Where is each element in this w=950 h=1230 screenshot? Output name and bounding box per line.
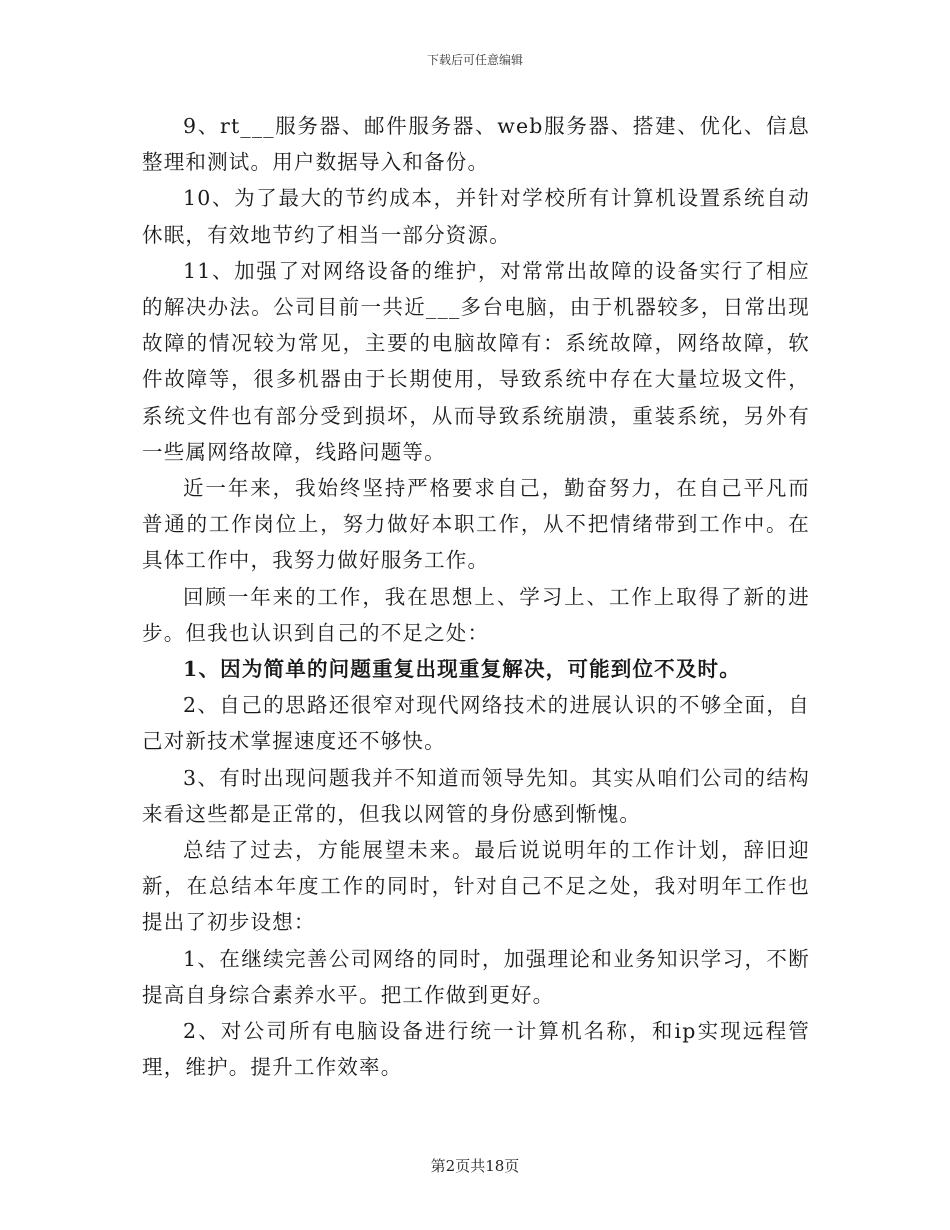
paragraph-shortcoming-3: 3、有时出现问题我并不知道而领导先知。其实从咱们公司的结构来看这些都是正常的，但我以网管的身份感到惭愧。 xyxy=(142,765,810,826)
paragraph-item-10: 10、为了最大的节约成本，并针对学校所有计算机设置系统自动休眠，有效地节约了相当一部分资源。 xyxy=(142,186,810,247)
paragraph-item-11: 11、加强了对网络设备的维护，对常常出故障的设备实行了相应的解决办法。公司目前一共近___多台电脑，由于机器较多，日常出现故障的情况较为常见，主要的电脑故障有：系统故障，网络故障，软件故障等，很多机器由于长期使用，导致系统中存在大量垃圾文件，系统文件也有部分受到损坏，从而导致系统崩溃，重装系统，另外有一些属网络故障，线路问题等。 xyxy=(142,258,810,464)
paragraph-plan-1: 1、在继续完善公司网络的同时，加强理论和业务知识学习，不断提高自身综合素养水平。把工作做到更好。 xyxy=(142,946,810,1007)
paragraph-plan-2: 2、对公司所有电脑设备进行统一计算机名称，和ip实现远程管理，维护。提升工作效率。 xyxy=(142,1019,810,1080)
paragraph-shortcoming-2: 2、自己的思路还很窄对现代网络技术的进展认识的不够全面，自己对新技术掌握速度还不够快。 xyxy=(142,693,810,754)
paragraph-year-summary: 近一年来，我始终坚持严格要求自己，勤奋努力，在自己平凡而普通的工作岗位上，努力做好本职工作，从不把情绪带到工作中。在具体工作中，我努力做好服务工作。 xyxy=(142,476,810,573)
page-header: 下载后可任意编辑 xyxy=(426,53,523,67)
document-body xyxy=(142,108,810,1085)
page-number-footer: 第2页共18页 xyxy=(430,1157,520,1175)
paragraph-review: 回顾一年来的工作，我在思想上、学习上、工作上取得了新的进步。但我也认识到自己的不足之处： xyxy=(142,584,810,645)
paragraph-item-9: 9、rt___服务器、邮件服务器、web服务器、搭建、优化、信息整理和测试。用户数据导入和备份。 xyxy=(142,114,810,175)
paragraph-outlook: 总结了过去，方能展望未来。最后说说明年的工作计划，辞旧迎新，在总结本年度工作的同时，针对自己不足之处，我对明年工作也提出了初步设想： xyxy=(142,838,810,935)
paragraph-shortcoming-1: 1、因为简单的问题重复出现重复解决，可能到位不及时。 xyxy=(183,657,741,682)
